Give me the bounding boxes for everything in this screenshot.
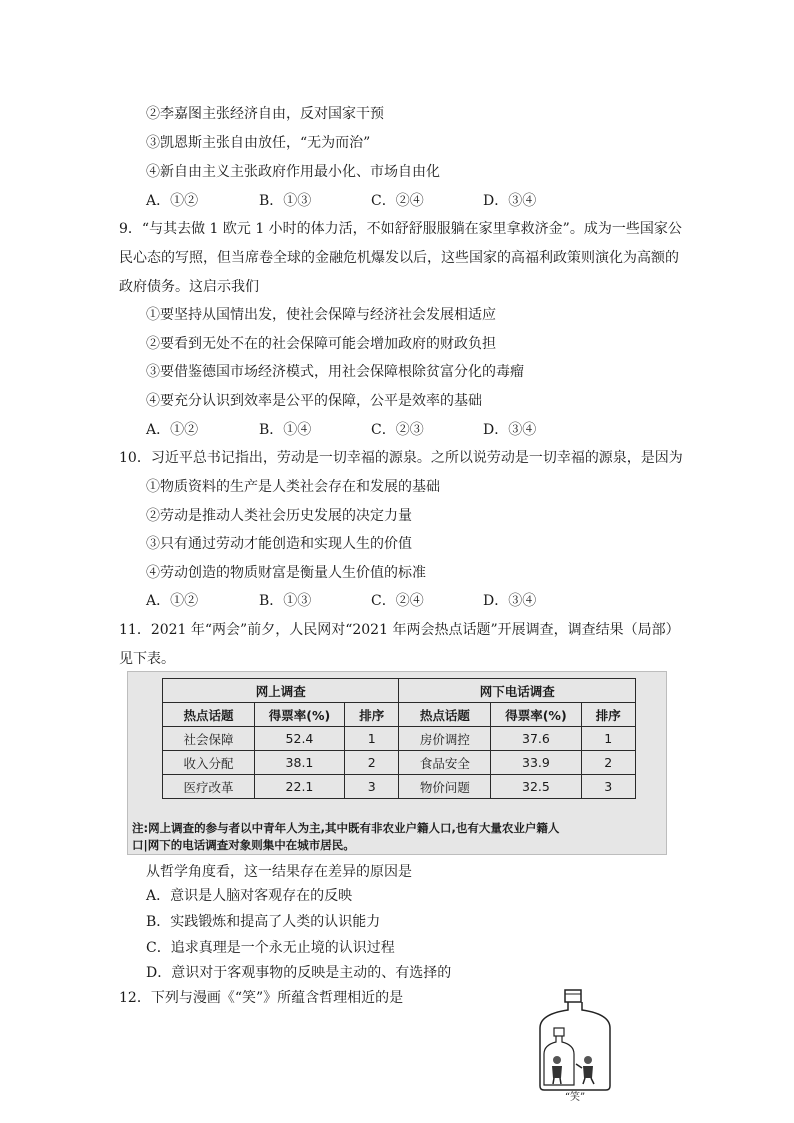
table-note — [132, 820, 666, 854]
table-cell: 物价问题 — [399, 775, 491, 799]
q10-options — [0, 591, 794, 611]
table-cell: 收入分配 — [163, 751, 255, 775]
table-cell: 3 — [581, 775, 635, 799]
q8-options — [0, 191, 794, 211]
q9-stem-line-1: 9．“与其去做 1 欧元 1 小时的体力活，不如舒舒服服躺在家里拿救济金”。成为一些国家公 — [119, 221, 682, 237]
table-row — [163, 727, 636, 751]
col-header: 热点话题 — [163, 703, 255, 727]
q9-options — [0, 420, 794, 440]
q9-stem-line-2: 民心态的写照，但当席卷全球的金融危机爆发以后，这些国家的高福利政策则演化为高额的 — [119, 250, 679, 266]
table-cell: 房价调控 — [399, 727, 491, 751]
table-cell: 2 — [581, 751, 635, 775]
table-cell: 食品安全 — [399, 751, 491, 775]
group-header-online: 网上调查 — [163, 679, 399, 703]
cartoon-caption: “笑” — [564, 1092, 586, 1103]
col-header: 得票率(%) — [254, 703, 344, 727]
q10-option-c[interactable]: C．②④ — [371, 593, 424, 609]
q8-option-a[interactable]: A．①② — [146, 193, 199, 209]
q12-stem: 12．下列与漫画《“笑”》所蕴含哲理相近的是 — [119, 990, 404, 1006]
q9-stem-line-3: 政府债务。这启示我们 — [119, 279, 259, 295]
table-cell: 医疗改革 — [163, 775, 255, 799]
col-header: 热点话题 — [399, 703, 491, 727]
q8-item-3: ③凯恩斯主张自由放任，“无为而治” — [146, 135, 371, 151]
cartoon-image — [530, 988, 620, 1106]
table-cell: 1 — [581, 727, 635, 751]
table-note-line: 口|网下的电话调查对象则集中在城市居民。 — [132, 838, 355, 852]
q9-option-b[interactable]: B．①④ — [259, 422, 312, 438]
table-note-line: 注:网上调查的参与者以中青年人为主,其中既有非农业户籍人口,也有大量农业户籍人 — [132, 821, 560, 835]
table-cell: 1 — [345, 727, 399, 751]
table-cell: 社会保障 — [163, 727, 255, 751]
q9-item-4: ④要充分认识到效率是公平的保障，公平是效率的基础 — [146, 393, 482, 409]
col-header: 排序 — [345, 703, 399, 727]
q9-option-c[interactable]: C．②③ — [371, 422, 424, 438]
survey-table-image — [127, 671, 667, 855]
table-cell: 33.9 — [491, 751, 581, 775]
q9-option-d[interactable]: D．③④ — [483, 422, 537, 438]
table-cell: 38.1 — [254, 751, 344, 775]
q9-option-a[interactable]: A．①② — [146, 422, 199, 438]
q8-item-2: ②李嘉图主张经济自由，反对国家干预 — [146, 106, 384, 122]
q9-item-1: ①要坚持从国情出发，使社会保障与经济社会发展相适应 — [146, 307, 496, 323]
q10-option-d[interactable]: D．③④ — [483, 593, 537, 609]
table-cell: 32.5 — [491, 775, 581, 799]
table-row — [163, 775, 636, 799]
table-row — [163, 751, 636, 775]
q10-item-3: ③只有通过劳动才能创造和实现人生的价值 — [146, 536, 412, 552]
q10-item-1: ①物质资料的生产是人类社会存在和发展的基础 — [146, 479, 440, 495]
q8-option-c[interactable]: C．②④ — [371, 193, 424, 209]
table-cell: 52.4 — [254, 727, 344, 751]
q10-item-4: ④劳动创造的物质财富是衡量人生价值的标准 — [146, 565, 426, 581]
table-cell: 22.1 — [254, 775, 344, 799]
q11-stem-line-2: 见下表。 — [119, 651, 175, 667]
group-header-phone: 网下电话调查 — [399, 679, 636, 703]
col-header: 排序 — [581, 703, 635, 727]
q8-option-d[interactable]: D．③④ — [483, 193, 537, 209]
q9-item-3: ③要借鉴德国市场经济模式，用社会保障根除贫富分化的毒瘤 — [146, 364, 524, 380]
q8-option-b[interactable]: B．①③ — [259, 193, 312, 209]
table-cell: 2 — [345, 751, 399, 775]
q10-option-a[interactable]: A．①② — [146, 593, 199, 609]
q11-choice-c[interactable]: C．追求真理是一个永无止境的认识过程 — [146, 940, 395, 956]
q10-stem: 10．习近平总书记指出，劳动是一切幸福的源泉。之所以说劳动是一切幸福的源泉，是因为 — [119, 450, 683, 466]
q11-question: 从哲学角度看，这一结果存在差异的原因是 — [146, 864, 412, 880]
q9-item-2: ②要看到无处不在的社会保障可能会增加政府的财政负担 — [146, 336, 496, 352]
q10-item-2: ②劳动是推动人类社会历史发展的决定力量 — [146, 508, 412, 524]
table-cell: 37.6 — [491, 727, 581, 751]
q11-choice-b[interactable]: B．实践锻炼和提高了人类的认识能力 — [146, 914, 381, 930]
q11-choice-a[interactable]: A．意识是人脑对客观存在的反映 — [146, 888, 353, 904]
table-cell: 3 — [345, 775, 399, 799]
col-header: 得票率(%) — [491, 703, 581, 727]
survey-table — [162, 678, 636, 799]
q10-option-b[interactable]: B．①③ — [259, 593, 312, 609]
bottle-cartoon-icon — [530, 988, 620, 1092]
q11-choice-d[interactable]: D．意识对于客观事物的反映是主动的、有选择的 — [146, 965, 452, 981]
q11-stem-line-1: 11．2021 年“两会”前夕，人民网对“2021 年两会热点话题”开展调查，调查结果（局部） — [119, 622, 680, 638]
q8-item-4: ④新自由主义主张政府作用最小化、市场自由化 — [146, 164, 440, 180]
